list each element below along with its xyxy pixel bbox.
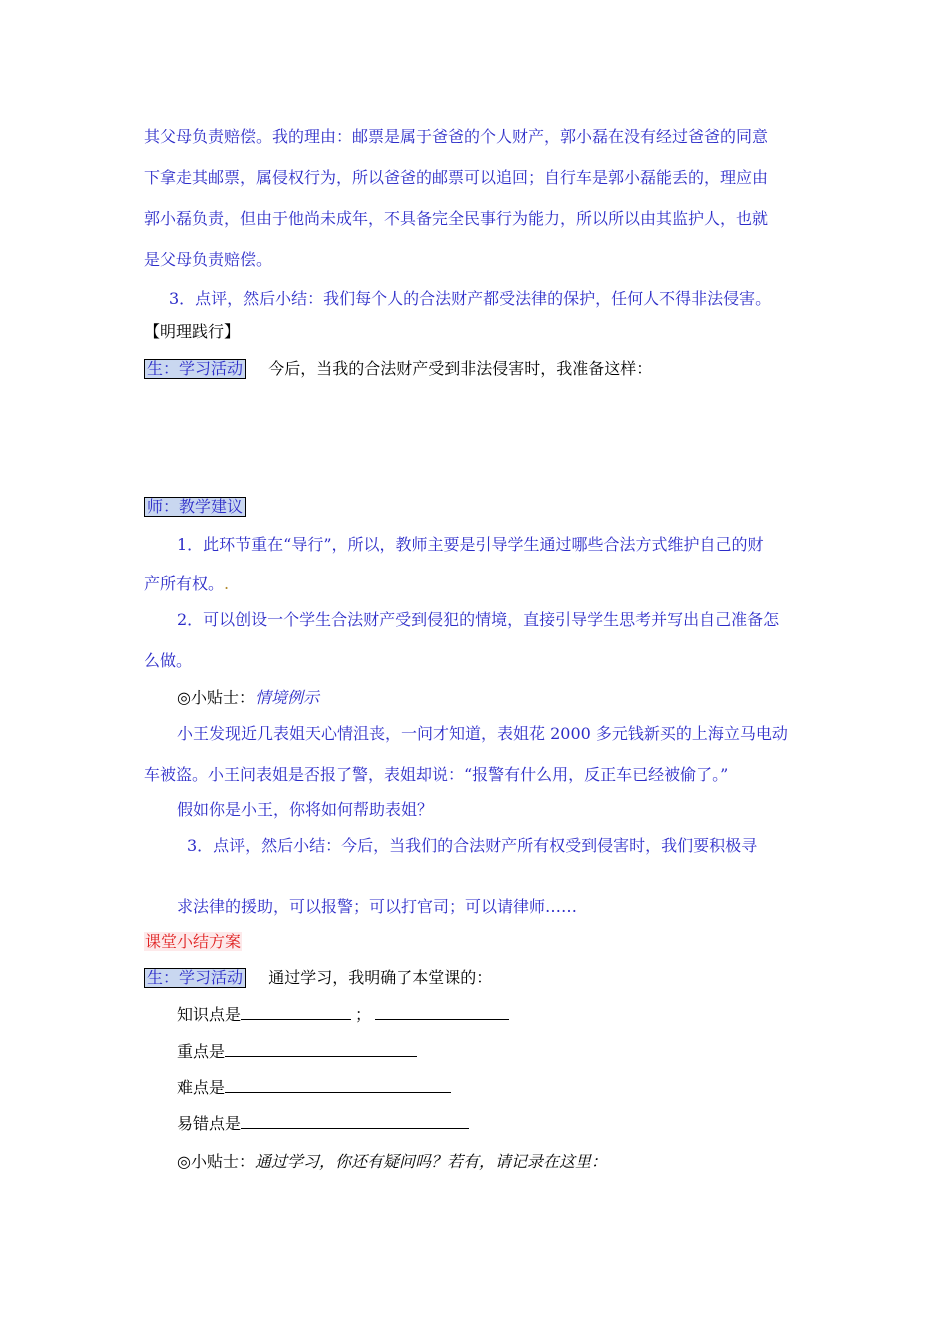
tip-label: ◎小贴士： [177,688,255,707]
tip1-line: 1．此环节重在“导行”，所以，教师主要是引导学生通过哪些合法方式维护自己的财 [177,535,764,554]
story-question: 假如你是小王，你将如何帮助表姐？ [177,800,434,819]
summary-3b-line: 求法律的援助，可以报警；可以打官司；可以请律师…… [177,897,578,916]
tip-label-2: ◎小贴士： [177,1152,255,1171]
learn-prompt: 通过学习，我明确了本堂课的： [268,968,493,987]
paragraph-line: 是父母负责赔偿。 [144,250,273,269]
student-activity-label: 生：学习活动 [144,359,246,379]
tip1-text: 产所有权。 [144,574,225,593]
mistake-label: 易错点是 [177,1114,242,1133]
tip-scene: 情境例示 [254,688,319,707]
paragraph-line: 下拿走其邮票，属侵权行为，所以爸爸的邮票可以追回；自行车是郭小磊能丢的，理应由 [144,168,769,187]
paragraph-line: 其父母负责赔偿。我的理由：邮票是属于爸爸的个人财产，郭小磊在没有经过爸爸的同意 [144,127,769,146]
tip-row-2 [177,1152,607,1172]
keypoint-blank[interactable] [225,1042,417,1057]
mistake-row [177,1114,469,1134]
student-prompt: 今后，当我的合法财产受到非法侵害时，我准备这样： [268,359,653,378]
student-activity-row-2 [144,968,492,988]
knowledge-blank-1[interactable] [241,1005,351,1020]
knowledge-label: 知识点是 [177,1005,242,1024]
summary-3b-line: 3．点评，然后小结：今后，当我们的合法财产所有权受到侵害时，我们要积极寻 [187,836,758,855]
paragraph-line: 郭小磊负责，但由于他尚未成年，不具备完全民事行为能力，所以所以由其监护人，也就 [144,209,769,228]
story-line: 小王发现近几表姐天心情沮丧，一问才知道，表姐花 2000 多元钱新买的上海立马电动 [177,724,788,743]
knowledge-separator: ； [355,1005,372,1024]
keypoint-row [177,1042,417,1062]
tip-row [177,688,319,708]
summary-3: 3．点评，然后小结：我们每个人的合法财产都受法律的保护，任何人不得非法侵害。 [169,289,772,308]
difficult-blank[interactable] [225,1078,451,1093]
teacher-suggestion-row [144,497,246,517]
tip1-line [144,574,229,594]
knowledge-row [177,1005,509,1025]
difficult-label: 难点是 [177,1078,226,1097]
tip1-dot: . [224,574,230,593]
teacher-suggestion-label: 师：教学建议 [144,497,246,517]
section-heading: 【明理践行】 [144,322,241,341]
tip-question: 通过学习，你还有疑问吗？若有，请记录在这里： [254,1152,607,1171]
mistake-blank[interactable] [241,1114,469,1129]
story-line: 车被盗。小王问表姐是否报了警，表姐却说：“报警有什么用，反正车已经被偷了。” [144,765,729,784]
tip2-line: 2．可以创设一个学生合法财产受到侵犯的情境，直接引导学生思考并写出自己准备怎 [177,610,780,629]
keypoint-label: 重点是 [177,1042,226,1061]
knowledge-blank-2[interactable] [375,1005,509,1020]
student-activity-row [144,359,652,379]
tip2-line: 么做。 [144,651,193,670]
class-summary-heading [144,932,242,952]
student-activity-label-2: 生：学习活动 [144,968,246,988]
difficult-row [177,1078,451,1098]
class-summary-label: 课堂小结方案 [145,932,242,951]
